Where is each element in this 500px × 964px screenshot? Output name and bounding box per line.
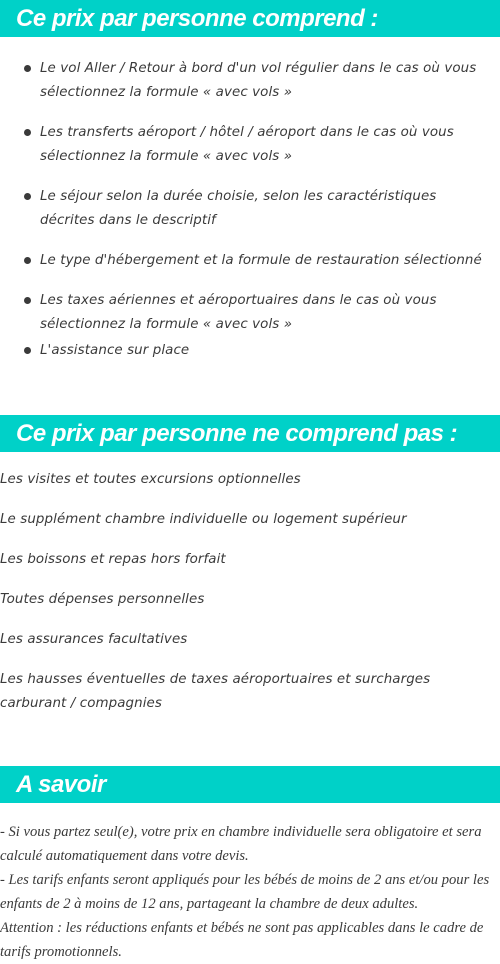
includes-title: Ce prix par personne comprend :	[0, 0, 500, 37]
list-item: Toutes dépenses personnelles	[0, 592, 205, 607]
includes-list	[0, 57, 500, 379]
list-item: L'assistance sur place	[0, 339, 500, 363]
savoir-line: - Si vous partez seul(e), votre prix en chambre individuelle sera obligatoire et sera calculé automatiquement dans votre devis.	[0, 824, 482, 864]
list-item: Le vol Aller / Retour à bord d'un vol régulier dans le cas où vous sélectionnez la formule « avec vols »	[0, 57, 500, 105]
list-item: Les visites et toutes excursions optionnelles	[0, 472, 301, 487]
savoir-text	[0, 820, 500, 964]
list-item: Les assurances facultatives	[0, 632, 188, 647]
list-item: Les transferts aéroport / hôtel / aéroport dans le cas où vous sélectionnez la formule « avec vols »	[0, 121, 500, 169]
savoir-line: Attention : les réductions enfants et bébés ne sont pas applicables dans le cadre de tarifs promotionnels.	[0, 920, 484, 960]
excludes-title: Ce prix par personne ne comprend pas :	[0, 415, 500, 452]
list-item: Le supplément chambre individuelle ou logement supérieur	[0, 512, 407, 527]
list-item: Les hausses éventuelles de taxes aéroportuaires et surcharges carburant / compagnies	[0, 672, 431, 711]
list-item: Les boissons et repas hors forfait	[0, 552, 226, 567]
savoir-title: A savoir	[0, 766, 500, 803]
list-item: Le type d'hébergement et la formule de restauration sélectionné	[0, 249, 500, 273]
savoir-line: - Les tarifs enfants seront appliqués pour les bébés de moins de 2 ans et/ou pour les enfants de 2 à moins de 12 ans, partageant la chambre de deux adultes.	[0, 872, 490, 912]
list-item: Le séjour selon la durée choisie, selon les caractéristiques décrites dans le descriptif	[0, 185, 500, 233]
list-item: Les taxes aériennes et aéroportuaires dans le cas où vous sélectionnez la formule « avec vols »	[0, 289, 500, 337]
excludes-list	[0, 468, 500, 732]
